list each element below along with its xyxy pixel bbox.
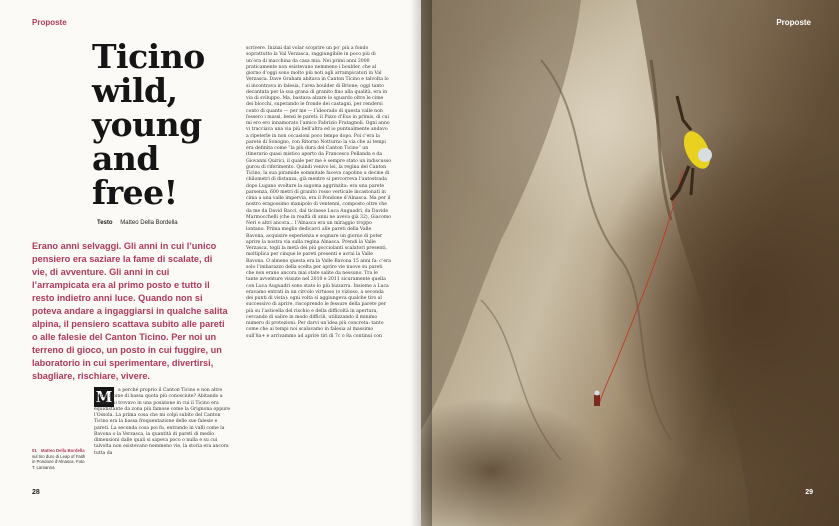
lead-paragraph: Erano anni selvaggi. Gli anni in cui l’unico pensiero era saziare la fame di scalate, di vie, di avventure. Gli anni in cui l’arrampicata era al primo posto e tutto il resto indietro anni luce. Quando non si poteva andare a ingaggiarsi in qualche salita alpina, il pensiero scattava subito alle pareti o alle falesie del Canton Ticino. Per noi un terreno di gioco, un posto in cui fuggire, un laboratorio in cui sperimentare, divertirsi, sbagliare, rischiare, vivere. xyxy=(32,241,228,381)
page-number-right: 29 xyxy=(805,489,813,496)
rope xyxy=(599,170,683,405)
second-climber-figure xyxy=(594,391,600,407)
photo-caption xyxy=(32,448,88,470)
caption-text: sul tiro duro di Leap of Faith in Pondone d’Alnasca. Foto T. Lamanna xyxy=(32,453,86,470)
byline xyxy=(97,220,178,226)
caption-number: 01 xyxy=(32,448,37,453)
page-number-left: 28 xyxy=(32,489,40,496)
article-title: Ticino wild, young and free! xyxy=(92,37,205,212)
section-label: Proposte xyxy=(32,18,67,27)
page-gutter xyxy=(410,0,432,526)
body-column-1 xyxy=(94,388,234,457)
byline-author: Matteo Della Bordella xyxy=(120,220,178,226)
body-column-1-text: a perché proprio il Canton Ticino e non altre “altre alpine di bassa quota più conosciute? Abitando a “senza mi trovavo in una posizione in cui il Ticino era equidistante da zona più famose come la Grignona oppure l’Ossola. La prima cosa che mi colpì subito del Canton Ticino era la bassa frequentazione delle sue falesie e pareti. La seconda cosa poi fu, entrando in valli come la Bavona o la Verzasca, la quantità di pareti di medio dimensioni dalle quali si sapeva poco o nulla e su cui talvolta non esistevano nemmeno vie, la storia era ancora tutta da xyxy=(94,388,231,456)
climbing-photo xyxy=(421,0,839,526)
drop-cap: M xyxy=(95,388,113,406)
caption-name: Matteo Della Bordella xyxy=(40,448,85,453)
byline-label: Testo xyxy=(97,220,113,226)
body-column-2: scrivere. Iniziai dal volar scoprire un po’ più a fondo soprattutto la Val Verzasca, raggiungibile in poco più di un’ora di macchina da casa mia. Nei primi anni 2000 praticamente non esistevano nemmeno i boulder, che al giorno d’oggi sono molto più noti agli arrampicatori in Val Verzasca. Dave Graham abitava in Canton Ticino e talvolta lo si incontrava in falesia, l’area boulder di Brione; oggi tanto decantata per la sua grana di granito fino alla qualità, era in via di sviluppo. Ma, bastava alzare lo sguardo oltre le cime dei blocchi, superando le fronde dei castagni, per rendersi conto di quanto — per me — l’ideorado di questa valle non fossero i massi, bensì le pareti: il Pizzo d’Eus in primis, di cui mi ero ero innamorato l’amico Fabrizio Fratagnoli. Ogni anno vi tracciava una via più bell’altra ed io puntualmente andavo a ripeterle in non occasioni poco tempo dopo. Poi c’era la parete di Sonogno, con Ritorno Notturno la via che ai tempi era definita come “la più dura del Canton Ticino” un itinerario quasi mistico aperto da Francesco Pellanda e da Giovanni Quirici, il quale per me è sempre stato un indiscusso gurou di riferimento. Quindi venivo lei, la regina del Canton Ticino, la sua piramide sommitale faceva capolino a decine di chilometri di distanza, già mentre si percorreva l’autostrada dopo Lugano svoltare la sagoma aggrinzita: era una parete parsenza, 600 metri di granito rosso verticale incastonati in cima a una valle impervia, era il Pondone d’Alnasca. Ma per il nostro eragossimo manipolo di ventenni, composto oltre che da me da David Bacci, dal ticinese Luca Auguadri, da Davide Marmocchelli (che in realtà di anni ne aveva già 32), Giacomo Neri e altri ancora... l’Alnasca era un miraggio troppo lontano. Prima meglio dedicarci alle pareti della Valle Bavona, acquisire esperienza e sognare un giorno di poter aprire la nostra via sulla regina Alnasca. Prendi la Valle Verzasca, togli la metà dei più gocciolanti scalatori presenti, moltiplica per cinque le pareti presenti e avrai la Valle Bavona. O almeno questa era la Valle Bavona 15 anni fa: c’era solo l’imbarazzo della scelta per aprire vie nuove su pareti che non erano ancora mai state salite da nessuno. Tra le tante avventure vissute nel 2010 e 2011 sicuramente quella con Luca Auguadri sono stato lo più bizzarra. Insieme a Luca eravamo entrati in un circolo virtuoso (o vizioso, a seconda dei punti di vista): ogni volta si aggiungeva qualche tiro al successivo di aprire, riscoprendo le fessure della parete per più su l’asticella del rischio e della difficoltà in apertura, cercando di salire in modo difficili, utilizzando il minimo numero di protezioni. Per darvi un’idea più concreta: tanto come che ai tempi noi scalavamo in falesia al massimo sull’8a+ e arrivammo ad aprire tiri di 7c o 8a continui con xyxy=(246,46,391,339)
section-label-right: Proposte xyxy=(776,18,811,27)
right-page-photo xyxy=(421,0,839,526)
